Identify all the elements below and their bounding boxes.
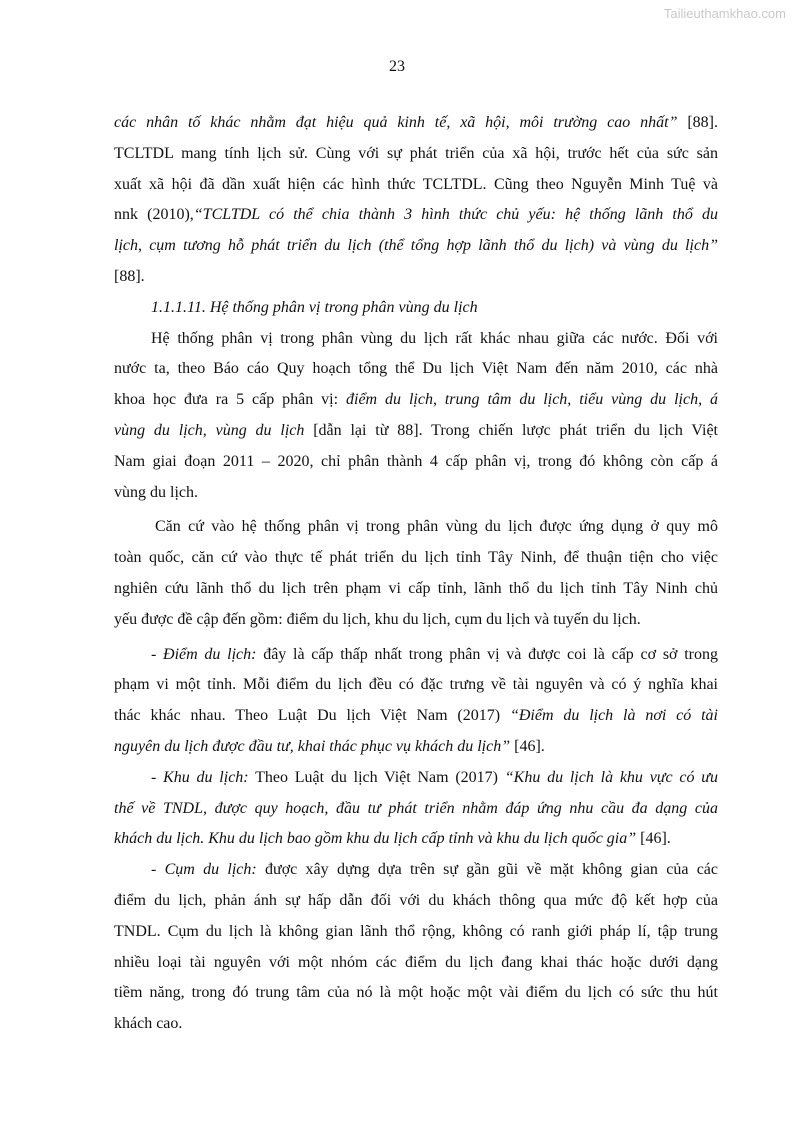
plain-text: đây là cấp thấp nhất trong phân vị và được coi là cấp cơ sở trong bbox=[256, 645, 718, 663]
document-body bbox=[114, 108, 718, 1040]
italic-text: điểm du lịch, trung tâm du lịch, tiểu vùng du lịch, á bbox=[346, 391, 719, 409]
text-line bbox=[114, 701, 718, 732]
plain-text: Hệ thống phân vị trong phân vùng du lịch rất khác nhau giữa các nước. Đối với bbox=[151, 329, 718, 347]
plain-text: Nam giai đoạn 2011 – 2020, chỉ phân thành 4 cấp phân vị, trong đó không còn cấp á bbox=[114, 452, 718, 470]
text-line bbox=[114, 324, 718, 355]
italic-text: lịch, cụm tương hỗ phát triển du lịch (thể tổng hợp lãnh thổ du lịch) và vùng du lịch” bbox=[114, 237, 718, 255]
plain-text: nhiều loại tài nguyên với một nhóm các điểm du lịch đang khai thác hoặc dưới dạng bbox=[114, 953, 718, 971]
text-line bbox=[114, 200, 718, 231]
italic-text: nguyên du lịch được đầu tư, khai thác phục vụ khách du lịch” bbox=[114, 737, 511, 755]
text-line bbox=[114, 824, 718, 855]
text-line bbox=[114, 231, 718, 262]
plain-text: tiềm năng, trong đó trung tâm của nó là một hoặc một vài điểm du lịch có sức thu hút bbox=[114, 984, 718, 1002]
plain-text: Căn cứ vào hệ thống phân vị trong phân vùng du lịch được ứng dụng ở quy mô bbox=[155, 518, 718, 536]
text-line bbox=[114, 139, 718, 170]
plain-text: [88]. bbox=[677, 114, 719, 131]
plain-text: [46]. bbox=[510, 737, 545, 755]
text-line bbox=[114, 574, 718, 605]
text-line bbox=[114, 354, 718, 385]
italic-text: - Điểm du lịch: bbox=[151, 645, 257, 663]
plain-text: TNDL. Cụm du lịch là không gian lãnh thổ rộng, không có ranh giới pháp lí, tập trung bbox=[114, 922, 718, 940]
plain-text: yếu được đề cập đến gồm: điểm du lịch, khu du lịch, cụm du lịch và tuyến du lịch. bbox=[114, 610, 641, 628]
text-line bbox=[114, 416, 718, 447]
italic-text: 1.1.1.11. Hệ thống phân vị trong phân vùng du lịch bbox=[151, 298, 478, 316]
plain-text: toàn quốc, căn cứ vào thực tế phát triển du lịch tỉnh Tây Ninh, để thuận tiện cho việc bbox=[114, 549, 718, 567]
italic-text: “TCLTDL có thể chia thành 3 hình thức chủ yếu: hệ thống lãnh thổ du bbox=[193, 206, 718, 224]
plain-text: phạm vi một tỉnh. Mỗi điểm du lịch đều có đặc trưng về tài nguyên và có ý nghĩa khai bbox=[114, 676, 718, 694]
plain-text: khoa học đưa ra 5 cấp phân vị: bbox=[114, 391, 346, 409]
text-line bbox=[114, 478, 718, 509]
plain-text: [46]. bbox=[636, 830, 671, 848]
plain-text: nnk (2010), bbox=[114, 206, 194, 224]
italic-text: khách du lịch. Khu du lịch bao gồm khu du lịch cấp tỉnh và khu du lịch quốc gia” bbox=[114, 830, 637, 848]
plain-text: điểm du lịch, phản ánh sự hấp dẫn đối với du khách thông qua mức độ kết hợp của bbox=[114, 891, 718, 909]
plain-text: TCLTDL mang tính lịch sử. Cùng với sự phát triển của xã hội, trước hết của sức sản bbox=[114, 144, 718, 162]
italic-text: thế về TNDL, được quy hoạch, đầu tư phát triển nhằm đáp ứng nhu cầu đa dạng của bbox=[114, 799, 718, 817]
plain-text: xuất xã hội đã dần xuất hiện các hình thức TCLTDL. Cũng theo Nguyễn Minh Tuệ và bbox=[114, 175, 718, 193]
text-line bbox=[114, 108, 718, 139]
italic-text: - Khu du lịch: bbox=[151, 768, 249, 786]
text-line bbox=[114, 794, 718, 825]
plain-text: thác khác nhau. Theo Luật Du lịch Việt Nam (2017) bbox=[114, 707, 510, 725]
italic-text: vùng du lịch, vùng du lịch bbox=[114, 421, 305, 439]
text-line bbox=[114, 855, 718, 886]
text-line bbox=[114, 262, 718, 293]
watermark: Tailieuthamkhao.com bbox=[663, 6, 786, 21]
plain-text: khách cao. bbox=[114, 1015, 183, 1033]
text-line bbox=[114, 948, 718, 979]
text-line bbox=[114, 1009, 718, 1040]
text-line bbox=[114, 763, 718, 794]
text-line bbox=[114, 886, 718, 917]
text-line bbox=[114, 543, 718, 574]
plain-text: [dẫn lại từ 88]. Trong chiến lược phát triển du lịch Việt bbox=[304, 421, 719, 439]
text-line bbox=[114, 170, 718, 201]
text-line bbox=[114, 385, 718, 416]
italic-text: các nhân tố khác nhằm đạt hiệu quả kinh tế, xã hội, môi trường cao nhất” bbox=[114, 114, 678, 131]
text-line bbox=[114, 447, 718, 478]
text-line bbox=[114, 512, 718, 543]
text-line bbox=[114, 640, 718, 671]
text-line bbox=[114, 917, 718, 948]
text-line bbox=[114, 605, 718, 636]
plain-text: nghiên cứu lãnh thổ du lịch trên phạm vi cấp tỉnh, lãnh thổ du lịch tỉnh Tây Ninh chủ bbox=[114, 579, 718, 597]
text-line bbox=[114, 670, 718, 701]
plain-text: Theo Luật du lịch Việt Nam (2017) bbox=[248, 768, 505, 786]
italic-text: “Khu du lịch là khu vực có ưu bbox=[504, 768, 719, 786]
text-line bbox=[114, 978, 718, 1009]
plain-text: [88]. bbox=[114, 267, 145, 285]
text-line bbox=[114, 732, 718, 763]
plain-text: vùng du lịch. bbox=[114, 483, 198, 501]
plain-text: được xây dựng dựa trên sự gần gũi về mặt không gian của các bbox=[256, 861, 719, 879]
italic-text: “Điểm du lịch là nơi có tài bbox=[509, 707, 718, 725]
plain-text: nước ta, theo Báo cáo Quy hoạch tổng thể Du lịch Việt Nam đến năm 2010, các nhà bbox=[114, 360, 718, 378]
italic-text: - Cụm du lịch: bbox=[151, 861, 257, 879]
page-number: 23 bbox=[389, 58, 405, 75]
section-heading bbox=[114, 293, 718, 324]
